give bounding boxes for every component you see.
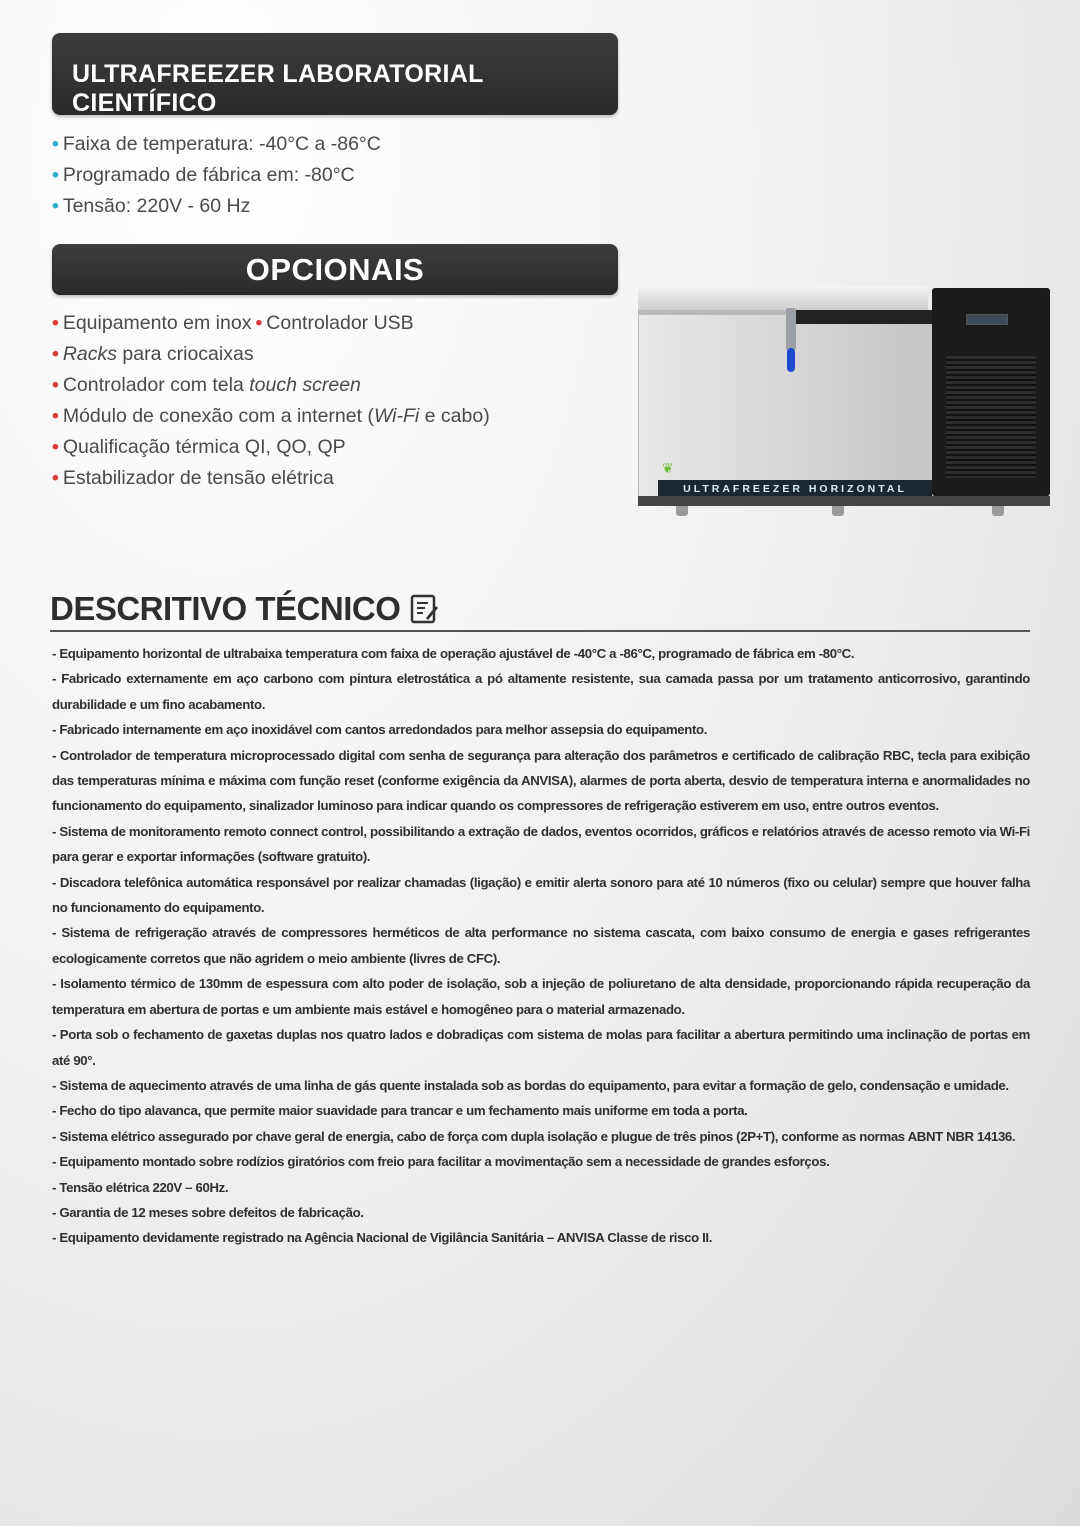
bullet-icon: •: [52, 164, 59, 186]
list-item: - Discadora telefônica automática responsável por realizar chamadas (ligação) e emitir alerta sonoro para até 10 números (fixo ou celular) sempre que houver falha no funcionamento do equipamento.: [52, 874, 1030, 916]
list-item: - Porta sob o fechamento de gaxetas duplas nos quatro lados e dobradiças com sistema de molas para facilitar a abertura permitindo uma inclinação de portas em até 90°.: [52, 1027, 1030, 1068]
optionals-list: [52, 310, 490, 496]
product-band-label: ULTRAFREEZER HORIZONTAL: [658, 480, 932, 498]
caster-icon: [992, 506, 1004, 516]
bullet-icon: •: [52, 343, 59, 365]
freezer-seal: [796, 310, 944, 324]
freezer-lid: [638, 286, 928, 310]
page-title: ULTRAFREEZER LABORATORIAL CIENTÍFICO: [72, 60, 484, 117]
bullet-icon: •: [52, 374, 59, 396]
freezer-base: [638, 496, 1050, 506]
list-item: - Isolamento térmico de 130mm de espessura com alto poder de isolação, sob a injeção de poliuretano de alta densidade, proporcionando rápida recuperação da temperatura em abertura de portas e um ambiente mais estável e homogêneo para o material armazenado.: [52, 976, 1030, 1017]
list-item: • Faixa de temperatura: -40°C a -86°C: [52, 133, 381, 155]
section-divider: [50, 630, 1030, 632]
spec-list: [52, 131, 381, 224]
list-item: - Sistema elétrico assegurado por chave geral de energia, cabo de força com dupla isolação e plugue de três pinos (2P+T), conforme as normas ABNT NBR 14136.: [52, 1128, 1016, 1144]
list-item: - Controlador de temperatura microprocessado digital com senha de segurança para alteração dos parâmetros e certificado de calibração RBC, tecla para exibição das temperaturas mínima e máxima com função reset (conforme exigência da ANVISA), alarmes de porta aberta, desvio de temperatura interna e anormalidades no funcionamento do equipamento, sinalizador luminoso para indicar quando os compressores de refrigeração estiverem em uso, entre outros eventos.: [52, 747, 1030, 814]
list-item: • Controlador com tela touch screen: [52, 374, 361, 396]
caster-icon: [832, 506, 844, 516]
list-item: • Equipamento em inox • Controlador USB: [52, 312, 414, 334]
list-item: - Fabricado externamente em aço carbono com pintura eletrostática a pó altamente resistente, sua camada passa por um tratamento anticorrosivo, garantindo durabilidade e um fino acabamento.: [52, 671, 1030, 712]
list-item: • Estabilizador de tensão elétrica: [52, 467, 334, 489]
optionals-banner: [52, 244, 618, 295]
freezer-latch: [786, 308, 796, 350]
title-banner: [52, 33, 618, 115]
freezer-latch-grip: [787, 348, 795, 372]
list-item: - Sistema de refrigeração através de compressores herméticos de alta performance no sistema cascata, com baixo consumo de energia e gases refrigerantes ecologicamente corretos que não agridem o meio ambiente (livres de CFC).: [52, 925, 1030, 966]
technical-title: DESCRITIVO TÉCNICO: [50, 590, 401, 627]
list-item: • Racks para criocaixas: [52, 343, 254, 365]
list-item: • Programado de fábrica em: -80°C: [52, 164, 355, 186]
list-item: • Qualificação térmica QI, QO, QP: [52, 436, 346, 458]
technical-description-list: [52, 641, 1030, 1251]
bullet-icon: •: [52, 467, 59, 489]
list-item: - Equipamento horizontal de ultrabaixa temperatura com faixa de operação ajustável de -40°C a -86°C, programado de fábrica em -80°C.: [52, 646, 855, 661]
list-item: - Equipamento devidamente registrado na Agência Nacional de Vigilância Sanitária – ANVISA Classe de risco II.: [52, 1230, 713, 1246]
controller-display: [966, 314, 1008, 325]
list-item: • Tensão: 220V - 60 Hz: [52, 195, 251, 217]
list-item: - Garantia de 12 meses sobre defeitos de fabricação.: [52, 1204, 364, 1220]
bullet-icon: •: [52, 312, 59, 334]
ultrafreezer-image: [636, 286, 1052, 516]
bullet-icon: •: [52, 436, 59, 458]
list-item: - Fabricado internamente em aço inoxidável com cantos arredondados para melhor assepsia do equipamento.: [52, 722, 708, 738]
ventilation-grille: [946, 356, 1036, 478]
list-item: - Sistema de monitoramento remoto connect control, possibilitando a extração de dados, eventos ocorridos, gráficos e relatórios através de acesso remoto via Wi-Fi para gerar e exportar informações (software gratuito).: [52, 823, 1030, 865]
bullet-icon: •: [52, 133, 59, 155]
bullet-icon: •: [255, 312, 263, 334]
document-icon: [410, 594, 438, 624]
list-item: - Tensão elétrica 220V – 60Hz.: [52, 1179, 229, 1195]
caster-icon: [676, 506, 688, 516]
bullet-icon: •: [52, 195, 59, 217]
list-item: - Equipamento montado sobre rodízios giratórios com freio para facilitar a movimentação sem a necessidade de grandes esforços.: [52, 1154, 830, 1170]
optionals-title: OPCIONAIS: [245, 252, 425, 287]
list-item: - Sistema de aquecimento através de uma linha de gás quente instalada sob as bordas do equipamento, para evitar a formação de gelo, condensação e umidade.: [52, 1077, 1009, 1093]
leaf-logo-icon: ❦: [662, 460, 674, 476]
bullet-icon: •: [52, 405, 59, 427]
list-item: - Fecho do tipo alavanca, que permite maior suavidade para trancar e um fechamento mais uniforme em toda a porta.: [52, 1103, 748, 1119]
freezer-control-unit: [932, 288, 1050, 496]
list-item: • Módulo de conexão com a internet (Wi-Fi e cabo): [52, 405, 490, 427]
